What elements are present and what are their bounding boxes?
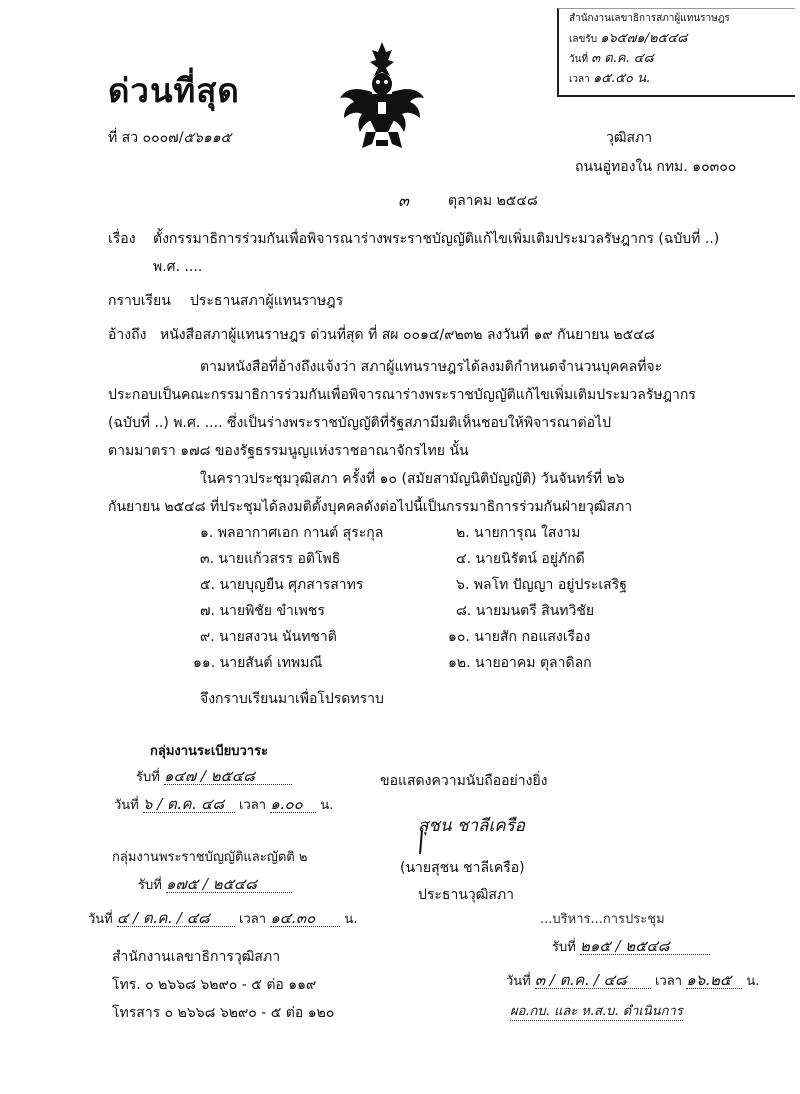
reference-label: อ้างถึง bbox=[108, 327, 147, 343]
registry-stamp-time-suffix: น. bbox=[320, 798, 334, 813]
body-line: (ฉบับที่ ..) พ.ศ. .... ซึ่งเป็นร่างพระราชบัญญัติที่รัฐสภามีมติเห็นชอบให้พิจารณาต่อไป bbox=[108, 415, 611, 431]
member-item: ๗. นายพิชัย ขำเพชร bbox=[200, 603, 325, 619]
received-stamp-number-label: เลขรับ bbox=[569, 34, 598, 45]
signer-name: (นายสุชน ชาลีเครือ) bbox=[400, 860, 525, 876]
body-line: ตามมาตรา ๑๗๘ ของรัฐธรรมนูญแห่งราชอาณาจักรไทย นั้น bbox=[108, 443, 469, 459]
bills-stamp-date bbox=[88, 910, 357, 928]
meeting-stamp-number-value: ๒๑๕ / ๒๕๔๘ bbox=[580, 938, 710, 955]
meeting-stamp-number bbox=[552, 938, 710, 956]
signer-position: ประธานวุฒิสภา bbox=[418, 887, 515, 903]
footer-office: สำนักงานเลขาธิการวุฒิสภา bbox=[112, 949, 281, 965]
received-stamp-time bbox=[569, 73, 650, 86]
registry-stamp-title: กลุ่มงานระเบียบวาระ bbox=[150, 744, 269, 759]
organization-name: วุฒิสภา bbox=[606, 130, 653, 146]
received-stamp-office-text: สำนักงานเลขาธิการสภาผู้แทนราษฎร bbox=[569, 13, 730, 24]
closing-line: จึงกราบเรียนมาเพื่อโปรดทราบ bbox=[200, 691, 384, 707]
garuda-emblem-icon bbox=[336, 40, 428, 152]
registry-stamp-number bbox=[136, 768, 292, 786]
subject-label: เรื่อง bbox=[108, 231, 136, 247]
signature-stroke-icon bbox=[414, 828, 434, 856]
member-item: ๓. นายแก้วสรร อติโพธิ bbox=[200, 551, 341, 567]
bills-stamp-number bbox=[138, 876, 292, 894]
courtesy-line: ขอแสดงความนับถืออย่างยิ่ง bbox=[380, 773, 548, 789]
meeting-stamp-action bbox=[510, 1004, 683, 1021]
received-stamp-office bbox=[569, 13, 730, 25]
registry-stamp-number-value: ๑๔๗ / ๒๕๔๘ bbox=[164, 768, 292, 785]
bills-stamp-title: กลุ่มงานพระราชบัญญัติและญัตติ ๒ bbox=[112, 850, 308, 865]
meeting-stamp-action-text: ผอ.กบ. และ ห.ส.บ. ดำเนินการ bbox=[510, 1004, 683, 1019]
meeting-stamp-date-value: ๓ / ต.ค. / ๔๘ bbox=[535, 972, 651, 989]
member-item: ๑๑. นายสันต์ เทพมณี bbox=[193, 655, 323, 671]
address: ถนนอู่ทองใน กทม. ๑๐๓๐๐ bbox=[575, 159, 737, 175]
letter-date-day bbox=[398, 192, 409, 211]
signature-handwriting: สุชน ชาลีเครือ bbox=[418, 816, 525, 836]
letter-date: ตุลาคม ๒๕๔๘ bbox=[448, 193, 538, 209]
bills-stamp-number-label: รับที่ bbox=[138, 878, 162, 893]
letter-date-day-text: ๓ bbox=[398, 191, 409, 210]
member-item: ๖. พลโท ปัญญา อยู่ประเสริฐ bbox=[456, 577, 627, 593]
footer-fax: โทรสาร ๐ ๒๖๖๘ ๖๒๙๐ - ๕ ต่อ ๑๒๐ bbox=[112, 1005, 335, 1021]
meeting-stamp-time-label: เวลา bbox=[655, 974, 683, 989]
member-item: ๕. นายบุญยืน ศุภสารสาทร bbox=[200, 577, 364, 593]
recipient-label: กราบเรียน bbox=[108, 293, 171, 309]
member-item: ๑๒. นายอาคม ตุลาดิลก bbox=[448, 655, 592, 671]
received-stamp-time-label: เวลา bbox=[569, 74, 590, 85]
body-line: ตามหนังสือที่อ้างถึงแจ้งว่า สภาผู้แทนราษฎรได้ลงมติกำหนดจำนวนบุคคลที่จะ bbox=[200, 359, 663, 375]
member-item: ๘. นายมนตรี สินทวิชัย bbox=[456, 603, 595, 619]
member-item: ๑. พลอากาศเอก กานต์ สุระกุล bbox=[200, 525, 384, 541]
received-stamp-number-value: ๑๖๕๗๑/๒๕๔๘ bbox=[600, 31, 688, 46]
urgency-heading: ด่วนที่สุด bbox=[108, 71, 240, 110]
received-stamp bbox=[557, 8, 795, 97]
bills-stamp-time-label: เวลา bbox=[239, 912, 267, 927]
meeting-stamp-date-label: วันที่ bbox=[506, 974, 531, 989]
member-item: ๙. นายสงวน นันทชาติ bbox=[200, 629, 337, 645]
meeting-stamp-time-value: ๑๖.๒๕ bbox=[686, 972, 742, 989]
body-line: ในคราวประชุมวุฒิสภา ครั้งที่ ๑๐ (สมัยสามัญนิติบัญญัติ) วันจันทร์ที่ ๒๖ bbox=[200, 471, 625, 487]
meeting-stamp-date bbox=[506, 972, 759, 990]
bills-stamp-date-value: ๔ / ต.ค. / ๔๘ bbox=[117, 910, 235, 927]
registry-stamp-time-label: เวลา bbox=[239, 798, 267, 813]
member-item: ๔. นายนิรัตน์ อยู่ภักดี bbox=[456, 551, 585, 567]
footer-phone: โทร. ๐ ๒๖๖๘ ๖๒๙๐ - ๕ ต่อ ๑๑๙ bbox=[112, 977, 317, 993]
subject-line-2: พ.ศ. .... bbox=[153, 259, 203, 275]
received-stamp-date-label: วันที่ bbox=[569, 54, 589, 65]
bills-stamp-time-suffix: น. bbox=[344, 912, 358, 927]
registry-stamp-time-value: ๑.๐๐ bbox=[270, 796, 316, 813]
ref-number-handwritten: ๕๖๑๑๕ bbox=[183, 130, 232, 146]
ref-number-label: ที่ สว ๐๐๐๗/ bbox=[108, 130, 184, 146]
registry-stamp-date-label: วันที่ bbox=[114, 798, 139, 813]
registry-stamp-number-label: รับที่ bbox=[136, 770, 160, 785]
received-stamp-time-value: ๑๕.๕๐ น. bbox=[592, 71, 651, 86]
member-item: ๑๐. นายสัก กอแสงเรือง bbox=[448, 629, 591, 645]
subject-line-1: ตั้งกรรมาธิการร่วมกันเพื่อพิจารณาร่างพระราชบัญญัติแก้ไขเพิ่มเติมประมวลรัษฎากร (ฉบับที่ ..) bbox=[153, 231, 720, 247]
bills-stamp-number-value: ๑๗๕ / ๒๕๔๘ bbox=[166, 876, 292, 893]
received-stamp-number bbox=[569, 33, 687, 46]
member-item: ๒. นายการุณ ใสงาม bbox=[456, 525, 581, 541]
reference-value: หนังสือสภาผู้แทนราษฎร ด่วนที่สุด ที่ สผ ๐๐๑๔/๙๒๓๒ ลงวันที่ ๑๙ กันยายน ๒๕๔๘ bbox=[160, 327, 655, 343]
meeting-stamp-title: ...บริหาร...การประชุม bbox=[540, 912, 665, 927]
meeting-stamp-number-label: รับที่ bbox=[552, 940, 576, 955]
received-stamp-date bbox=[569, 53, 654, 66]
body-line: ประกอบเป็นคณะกรรมาธิการร่วมกันเพื่อพิจารณาร่างพระราชบัญญัติแก้ไขเพิ่มเติมประมวลรัษฎากร bbox=[108, 387, 696, 403]
registry-stamp-date bbox=[114, 796, 333, 814]
bills-stamp-date-label: วันที่ bbox=[88, 912, 113, 927]
meeting-stamp-time-suffix: น. bbox=[746, 974, 760, 989]
registry-stamp-date-value: ๖ / ต.ค. ๔๘ bbox=[143, 796, 235, 813]
ref-number bbox=[108, 129, 231, 147]
recipient-value: ประธานสภาผู้แทนราษฎร bbox=[190, 293, 344, 309]
bills-stamp-time-value: ๑๔.๓๐ bbox=[270, 910, 340, 927]
body-line: กันยายน ๒๕๔๘ ที่ประชุมได้ลงมติตั้งบุคคลดังต่อไปนี้เป็นกรรมาธิการร่วมกันฝ่ายวุฒิสภา bbox=[108, 499, 633, 515]
received-stamp-date-value: ๓ ต.ค. ๔๘ bbox=[591, 51, 654, 66]
